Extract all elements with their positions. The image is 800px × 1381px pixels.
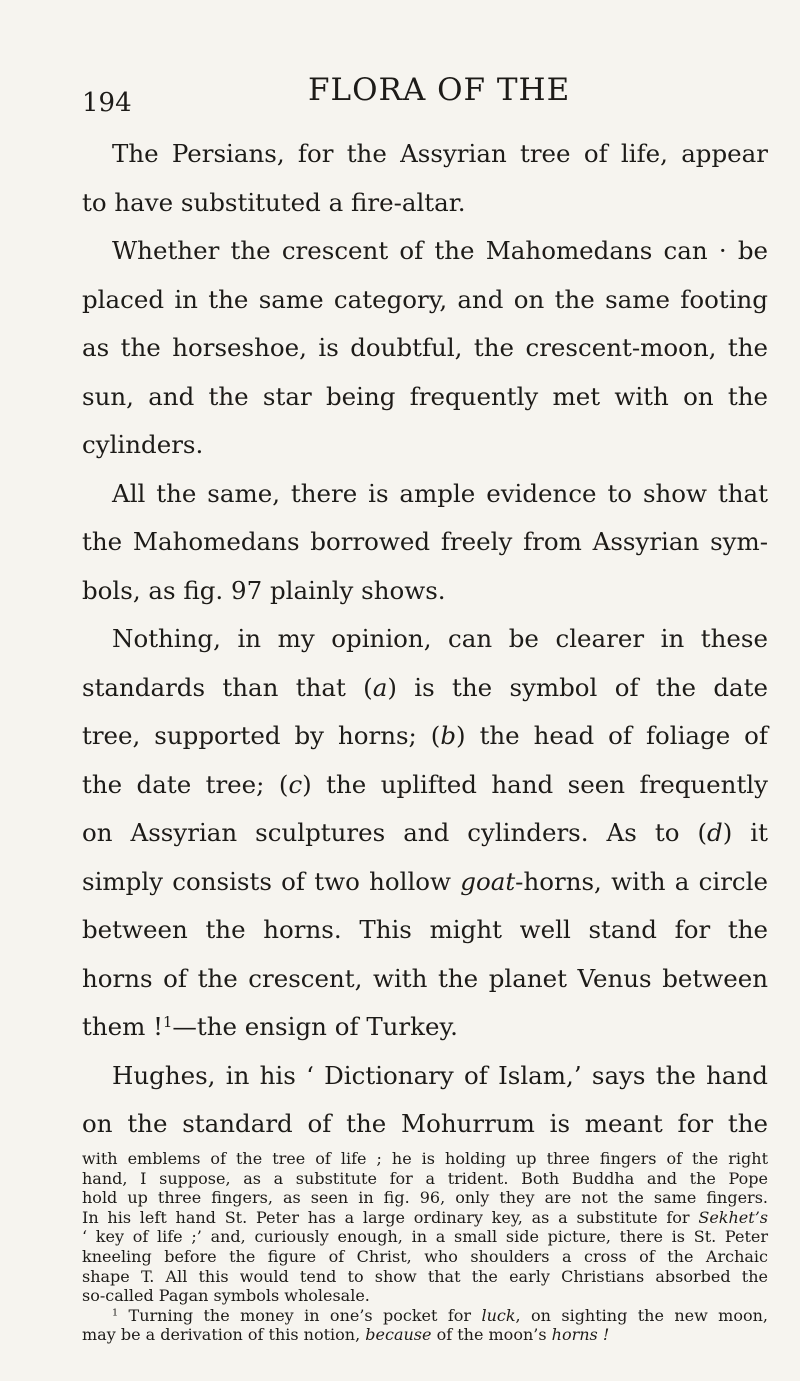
text-line: as the horseshoe, is doubtful, the crescent-moon, the <box>82 333 768 362</box>
footnote-line: may be a derivation of this notion, because of the moon’s horns ! <box>82 1325 610 1345</box>
page-header <box>0 70 800 120</box>
footnote-line: kneeling before the figure of Christ, who shoulders a cross of the Archaic <box>82 1246 768 1266</box>
text-line: the Mahomedans borrowed freely from Assyrian sym- <box>82 527 768 556</box>
footnote-line: hand, I suppose, as a substitute for a trident. Both Buddha and the Pope <box>82 1168 768 1188</box>
text-line: cylinders. <box>82 430 204 459</box>
footnote-line: ‘ key of life ;’ and, curiously enough, in a small side picture, there is St. Peter <box>82 1227 768 1247</box>
text-line: tree, supported by horns; (b) the head of foliage of <box>82 721 769 750</box>
text-line: on Assyrian sculptures and cylinders. As to (d) it <box>82 818 768 847</box>
text-line: between the horns. This might well stand for the <box>82 915 768 944</box>
text-line: Hughes, in his ‘ Dictionary of Islam,’ says the hand <box>112 1060 768 1090</box>
text-line: simply consists of two hollow goat-horns, with a circle <box>82 866 768 896</box>
running-head: FLORA OF THE <box>308 72 571 108</box>
footnotes <box>82 1149 768 1345</box>
text-line: Whether the crescent of the Mahomedans can · be <box>112 236 768 265</box>
text-line: Nothing, in my opinion, can be clearer in these <box>112 624 768 653</box>
page-number: 194 <box>82 88 132 118</box>
footnote-line: with emblems of the tree of life ; he is holding up three fingers of the right <box>82 1149 768 1168</box>
footnote-ref: 1 <box>163 1013 173 1031</box>
text-line: placed in the same category, and on the same footing <box>82 284 768 314</box>
text-line: All the same, there is ample evidence to show that <box>112 478 768 508</box>
text-line: The Persians, for the Assyrian tree of life, appear <box>112 139 768 168</box>
text-line: sun, and the star being frequently met with on the <box>82 381 768 411</box>
footnote-line: so-called Pagan symbols wholesale. <box>82 1286 370 1306</box>
text-line: the date tree; (c) the uplifted hand seen frequently <box>82 769 768 799</box>
text-line: to have substituted a fire-altar. <box>82 187 466 217</box>
main-text <box>82 130 768 1149</box>
text-line: bols, as fig. 97 plainly shows. <box>82 575 446 605</box>
text-line: on the standard of the Mohurrum is meant for the <box>82 1109 768 1138</box>
footnote-line: In his left hand St. Peter has a large ordinary key, as a substitute for Sekhet’s <box>82 1207 768 1227</box>
footnote-line: hold up three fingers, as seen in fig. 96, only they are not the same fingers. <box>82 1188 768 1208</box>
text-line: them !$^1$—the ensign of Turkey. <box>82 1012 458 1041</box>
footnote-marker: 1 <box>112 1307 119 1319</box>
text-line: horns of the crescent, with the planet Venus between <box>82 963 768 993</box>
text-line: standards than that (a) is the symbol of the date <box>82 672 768 702</box>
footnote-line: $^1$ Turning the money in one’s pocket for luck, on sighting the new moon, <box>112 1305 769 1325</box>
footnote-line: shape T. All this would tend to show that the early Christians absorbed the <box>82 1266 768 1286</box>
